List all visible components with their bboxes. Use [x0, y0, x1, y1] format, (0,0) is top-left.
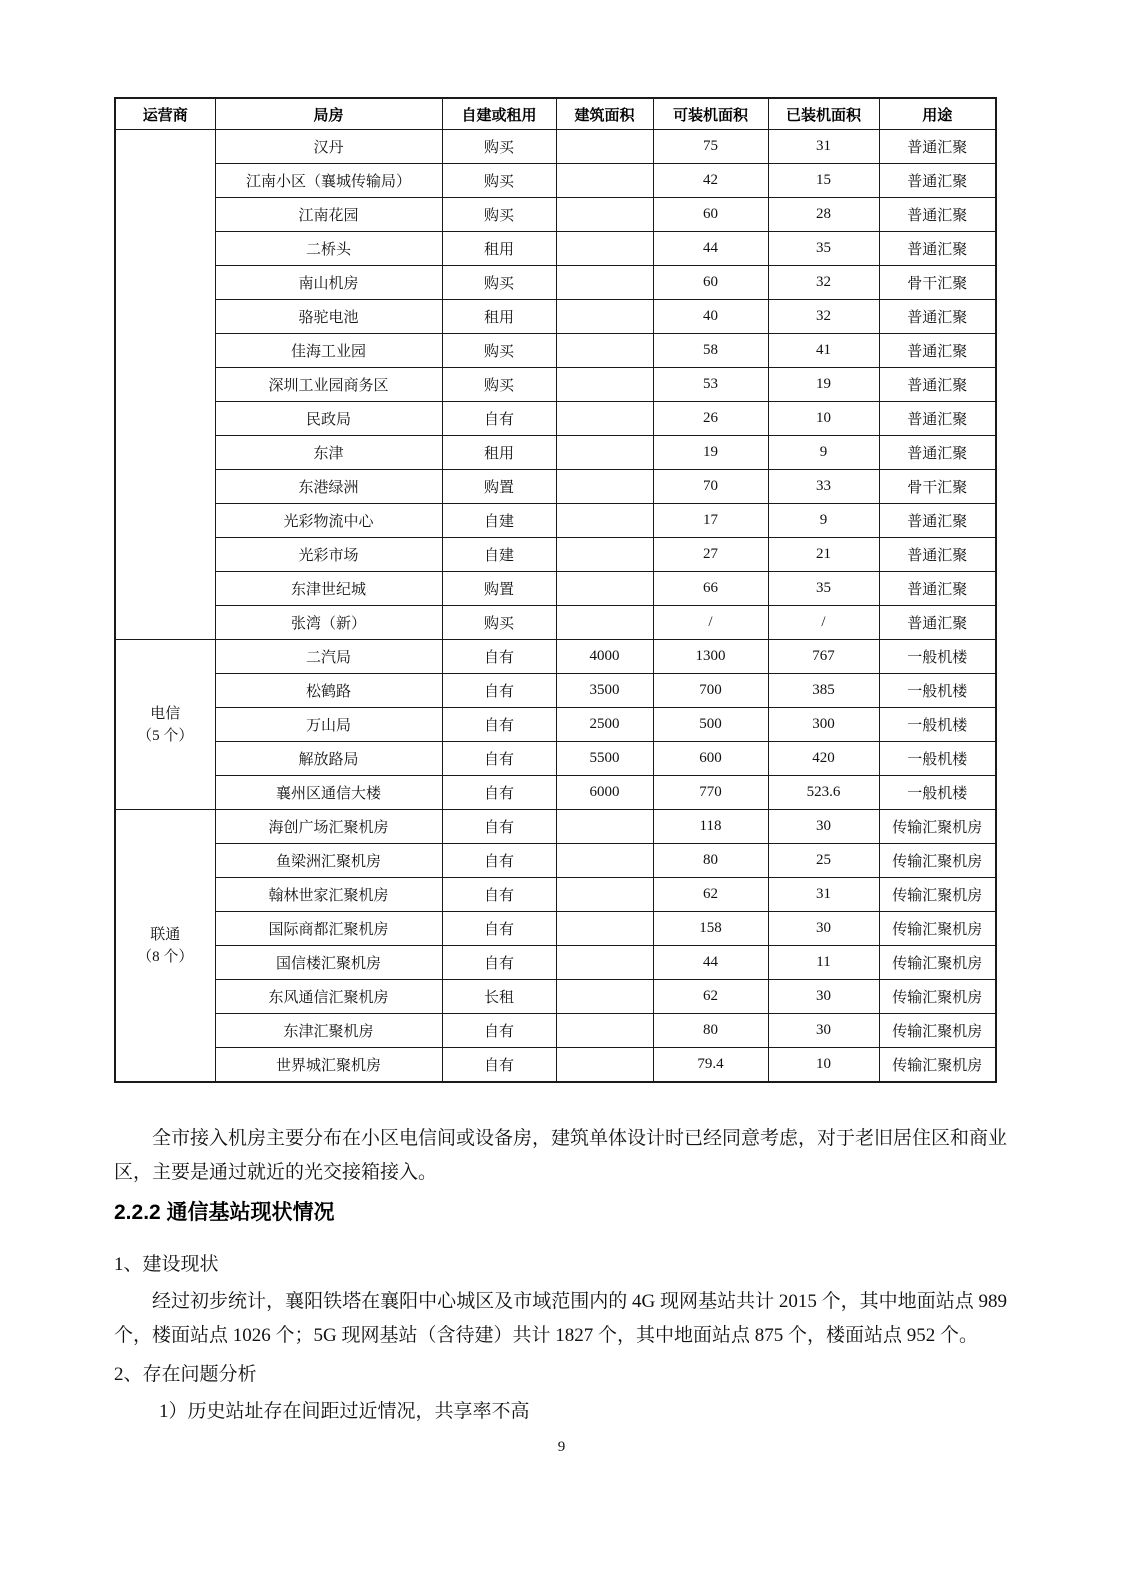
- table-cell: [556, 198, 653, 232]
- table-cell: 自有: [442, 776, 556, 810]
- operator-cell: [115, 640, 215, 810]
- table-cell: [556, 266, 653, 300]
- table-cell: 一般机楼: [879, 640, 996, 674]
- table-cell: [556, 232, 653, 266]
- table-cell: 385: [768, 674, 879, 708]
- table-cell: [556, 946, 653, 980]
- table-row: [115, 980, 996, 1014]
- table-cell: 购买: [442, 606, 556, 640]
- operator-name: 联通: [150, 926, 181, 943]
- operator-cell: [115, 810, 215, 1083]
- table-cell: 33: [768, 470, 879, 504]
- table-cell: 自有: [442, 878, 556, 912]
- table-cell: 600: [653, 742, 768, 776]
- table-row: [115, 232, 996, 266]
- table-cell: 传输汇聚机房: [879, 1014, 996, 1048]
- table-cell: 国际商都汇聚机房: [215, 912, 442, 946]
- table-cell: 传输汇聚机房: [879, 1048, 996, 1083]
- table-cell: 300: [768, 708, 879, 742]
- table-cell: 767: [768, 640, 879, 674]
- table-cell: 普通汇聚: [879, 572, 996, 606]
- table-cell: 普通汇聚: [879, 606, 996, 640]
- table-cell: 普通汇聚: [879, 402, 996, 436]
- table-row: [115, 130, 996, 164]
- table-cell: 自建: [442, 504, 556, 538]
- table-cell: 30: [768, 1014, 879, 1048]
- table-cell: [556, 1014, 653, 1048]
- table-cell: 骆驼电池: [215, 300, 442, 334]
- table-cell: 自有: [442, 844, 556, 878]
- table-cell: 光彩物流中心: [215, 504, 442, 538]
- table-cell: 光彩市场: [215, 538, 442, 572]
- table-cell: 31: [768, 130, 879, 164]
- table-cell: 普通汇聚: [879, 130, 996, 164]
- table-cell: 自有: [442, 1014, 556, 1048]
- table-row: [115, 708, 996, 742]
- table-cell: 770: [653, 776, 768, 810]
- table-cell: 一般机楼: [879, 708, 996, 742]
- table-cell: /: [768, 606, 879, 640]
- table-cell: 158: [653, 912, 768, 946]
- table-cell: 58: [653, 334, 768, 368]
- table-row: [115, 504, 996, 538]
- table-cell: 购买: [442, 334, 556, 368]
- table-row: [115, 742, 996, 776]
- table-cell: 购买: [442, 368, 556, 402]
- table-cell: 一般机楼: [879, 674, 996, 708]
- table-cell: 传输汇聚机房: [879, 810, 996, 844]
- table-row: [115, 572, 996, 606]
- table-cell: 万山局: [215, 708, 442, 742]
- operator-count: （5 个）: [137, 727, 194, 744]
- table-cell: 523.6: [768, 776, 879, 810]
- table-cell: 28: [768, 198, 879, 232]
- table-cell: 75: [653, 130, 768, 164]
- table-cell: 普通汇聚: [879, 232, 996, 266]
- table-cell: 60: [653, 266, 768, 300]
- column-header-installed-area: 已装机面积: [768, 98, 879, 130]
- table-cell: 9: [768, 436, 879, 470]
- table-cell: 40: [653, 300, 768, 334]
- table-row: [115, 538, 996, 572]
- table-cell: 东风通信汇聚机房: [215, 980, 442, 1014]
- table-cell: 购置: [442, 572, 556, 606]
- table-cell: 松鹤路: [215, 674, 442, 708]
- table-cell: 东津汇聚机房: [215, 1014, 442, 1048]
- table-cell: 自有: [442, 640, 556, 674]
- table-cell: [556, 572, 653, 606]
- table-row: [115, 470, 996, 504]
- table-row: [115, 844, 996, 878]
- table-cell: 32: [768, 300, 879, 334]
- table-cell: [556, 878, 653, 912]
- paragraph-base-station-stats: 经过初步统计，襄阳铁塔在襄阳中心城区及市域范围内的 4G 现网基站共计 2015 个，其中地面站点 989 个，楼面站点 1026 个；5G 现网基站（含待建）共计 1827 个，其中地面站点 875 个，楼面站点 952 个。: [114, 1291, 1007, 1346]
- table-cell: 汉丹: [215, 130, 442, 164]
- table-cell: 32: [768, 266, 879, 300]
- table-cell: 租用: [442, 300, 556, 334]
- table-cell: [556, 334, 653, 368]
- table-cell: 解放路局: [215, 742, 442, 776]
- table-cell: [556, 130, 653, 164]
- table-cell: /: [653, 606, 768, 640]
- table-cell: 35: [768, 572, 879, 606]
- table-cell: 62: [653, 980, 768, 1014]
- table-cell: 5500: [556, 742, 653, 776]
- table-cell: 传输汇聚机房: [879, 980, 996, 1014]
- table-cell: 购买: [442, 164, 556, 198]
- table-cell: [556, 368, 653, 402]
- table-cell: 9: [768, 504, 879, 538]
- operator-name: 电信: [150, 705, 181, 722]
- table-cell: 31: [768, 878, 879, 912]
- table-header-row: [115, 98, 996, 130]
- table-cell: [556, 504, 653, 538]
- table-row: [115, 368, 996, 402]
- table-cell: 27: [653, 538, 768, 572]
- table-cell: 佳海工业园: [215, 334, 442, 368]
- table-cell: 自有: [442, 742, 556, 776]
- table-cell: 15: [768, 164, 879, 198]
- table-row: [115, 878, 996, 912]
- paragraph-access-rooms: 全市接入机房主要分布在小区电信间或设备房，建筑单体设计时已经同意考虑，对于老旧居住区和商业区，主要是通过就近的光交接箱接入。: [114, 1128, 1008, 1183]
- table-cell: 2500: [556, 708, 653, 742]
- table-cell: 购买: [442, 266, 556, 300]
- table-cell: 70: [653, 470, 768, 504]
- table-cell: 30: [768, 810, 879, 844]
- table-cell: 1300: [653, 640, 768, 674]
- table-cell: 东津: [215, 436, 442, 470]
- column-header-building: 局房: [215, 98, 442, 130]
- table-cell: 21: [768, 538, 879, 572]
- operator-cell: [115, 130, 215, 640]
- sub-item-site-distance: 1）历史站址存在间距过近情况，共享率不高: [159, 1401, 530, 1422]
- table-cell: 42: [653, 164, 768, 198]
- table-cell: 420: [768, 742, 879, 776]
- table-cell: 国信楼汇聚机房: [215, 946, 442, 980]
- table-cell: 一般机楼: [879, 776, 996, 810]
- table-cell: [556, 810, 653, 844]
- table-cell: 自有: [442, 912, 556, 946]
- table-cell: 租用: [442, 232, 556, 266]
- table-cell: 44: [653, 946, 768, 980]
- operator-count: （8 个）: [137, 948, 194, 965]
- table-cell: 租用: [442, 436, 556, 470]
- table-cell: 10: [768, 402, 879, 436]
- page-number: 9: [557, 1439, 566, 1455]
- column-header-ownership: 自建或租用: [442, 98, 556, 130]
- table-cell: 80: [653, 1014, 768, 1048]
- table-cell: [556, 844, 653, 878]
- table-cell: 自有: [442, 1048, 556, 1083]
- table-row: [115, 946, 996, 980]
- table-cell: 江南花园: [215, 198, 442, 232]
- table-cell: 自有: [442, 402, 556, 436]
- table-row: [115, 776, 996, 810]
- table-cell: 66: [653, 572, 768, 606]
- table-cell: 二汽局: [215, 640, 442, 674]
- table-row: [115, 1014, 996, 1048]
- table-cell: 普通汇聚: [879, 538, 996, 572]
- table-cell: 普通汇聚: [879, 334, 996, 368]
- table-cell: 民政局: [215, 402, 442, 436]
- table-cell: [556, 164, 653, 198]
- table-cell: 普通汇聚: [879, 164, 996, 198]
- table-cell: [556, 606, 653, 640]
- table-row: [115, 674, 996, 708]
- table-cell: 世界城汇聚机房: [215, 1048, 442, 1083]
- table-cell: 53: [653, 368, 768, 402]
- table-cell: 海创广场汇聚机房: [215, 810, 442, 844]
- table-cell: 10: [768, 1048, 879, 1083]
- table-row: [115, 436, 996, 470]
- table-cell: 自有: [442, 810, 556, 844]
- table-cell: 自有: [442, 708, 556, 742]
- table-cell: 普通汇聚: [879, 436, 996, 470]
- list-item-construction-status: 1、建设现状: [114, 1254, 219, 1275]
- table-cell: [556, 470, 653, 504]
- table-cell: 普通汇聚: [879, 198, 996, 232]
- table-cell: 44: [653, 232, 768, 266]
- table-cell: 普通汇聚: [879, 368, 996, 402]
- table-cell: 传输汇聚机房: [879, 844, 996, 878]
- table-cell: 自有: [442, 674, 556, 708]
- column-header-operator: 运营商: [115, 98, 215, 130]
- table-cell: 深圳工业园商务区: [215, 368, 442, 402]
- table-cell: 80: [653, 844, 768, 878]
- table-cell: 江南小区（襄城传输局）: [215, 164, 442, 198]
- table-cell: [556, 912, 653, 946]
- table-cell: 17: [653, 504, 768, 538]
- table-row: [115, 640, 996, 674]
- table-cell: 二桥头: [215, 232, 442, 266]
- table-cell: 35: [768, 232, 879, 266]
- table-cell: 19: [653, 436, 768, 470]
- table-cell: 79.4: [653, 1048, 768, 1083]
- table-cell: [556, 402, 653, 436]
- table-cell: 襄州区通信大楼: [215, 776, 442, 810]
- table-cell: 传输汇聚机房: [879, 878, 996, 912]
- table-row: [115, 266, 996, 300]
- table-cell: [556, 436, 653, 470]
- table-cell: 500: [653, 708, 768, 742]
- table-cell: 东津世纪城: [215, 572, 442, 606]
- table-cell: 翰林世家汇聚机房: [215, 878, 442, 912]
- table-cell: [556, 300, 653, 334]
- table-cell: 11: [768, 946, 879, 980]
- table-cell: 26: [653, 402, 768, 436]
- column-header-purpose: 用途: [879, 98, 996, 130]
- table-row: [115, 912, 996, 946]
- table-cell: 30: [768, 980, 879, 1014]
- column-header-floor-area: 建筑面积: [556, 98, 653, 130]
- table-cell: 自有: [442, 946, 556, 980]
- table-cell: 118: [653, 810, 768, 844]
- table-cell: [556, 1048, 653, 1083]
- table-cell: 60: [653, 198, 768, 232]
- table-cell: 长租: [442, 980, 556, 1014]
- table-cell: 700: [653, 674, 768, 708]
- table-row: [115, 164, 996, 198]
- table-cell: 普通汇聚: [879, 300, 996, 334]
- table-cell: 自建: [442, 538, 556, 572]
- table-row: [115, 300, 996, 334]
- table-cell: 一般机楼: [879, 742, 996, 776]
- table-cell: 4000: [556, 640, 653, 674]
- table-cell: 62: [653, 878, 768, 912]
- table-row: [115, 1048, 996, 1083]
- table-cell: 19: [768, 368, 879, 402]
- column-header-installable-area: 可装机面积: [653, 98, 768, 130]
- facility-table: [114, 97, 997, 1083]
- table-cell: 骨干汇聚: [879, 266, 996, 300]
- section-heading: 2.2.2 通信基站现状情况: [114, 1201, 335, 1224]
- table-cell: 张湾（新）: [215, 606, 442, 640]
- table-cell: 传输汇聚机房: [879, 946, 996, 980]
- table-cell: 41: [768, 334, 879, 368]
- table-cell: 6000: [556, 776, 653, 810]
- table-cell: 普通汇聚: [879, 504, 996, 538]
- table-cell: 30: [768, 912, 879, 946]
- table-cell: 25: [768, 844, 879, 878]
- table-cell: 东港绿洲: [215, 470, 442, 504]
- table-row: [115, 810, 996, 844]
- table-cell: 南山机房: [215, 266, 442, 300]
- table-row: [115, 334, 996, 368]
- table-cell: [556, 538, 653, 572]
- table-cell: [556, 980, 653, 1014]
- table-cell: 购买: [442, 198, 556, 232]
- table-cell: 购置: [442, 470, 556, 504]
- table-cell: 传输汇聚机房: [879, 912, 996, 946]
- table-cell: 骨干汇聚: [879, 470, 996, 504]
- table-cell: 鱼梁洲汇聚机房: [215, 844, 442, 878]
- table-row: [115, 402, 996, 436]
- table-row: [115, 198, 996, 232]
- table-cell: 3500: [556, 674, 653, 708]
- list-item-problem-analysis: 2、存在问题分析: [114, 1364, 257, 1385]
- table-row: [115, 606, 996, 640]
- table-cell: 购买: [442, 130, 556, 164]
